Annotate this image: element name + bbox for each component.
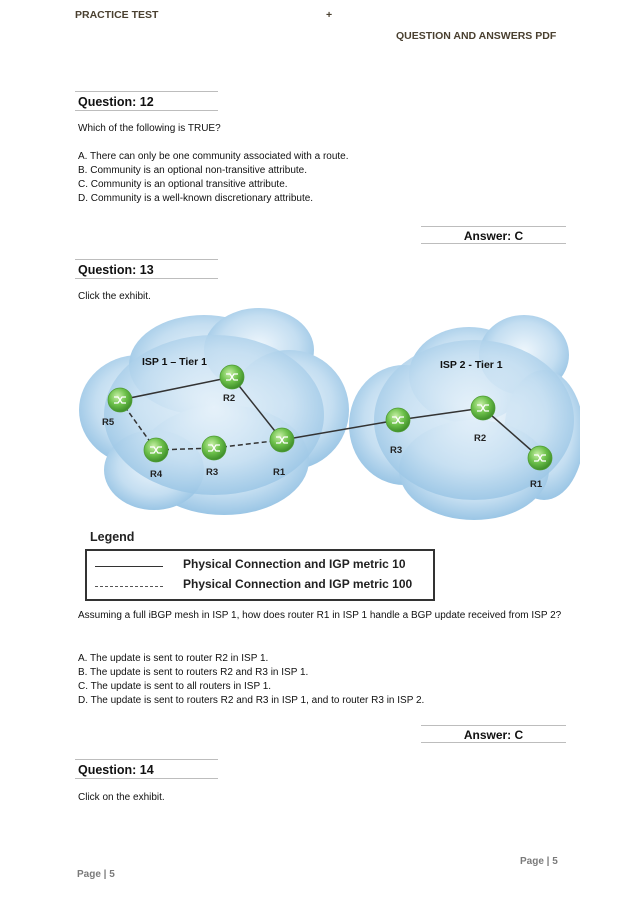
isp1-r5-label: R5 (102, 417, 115, 428)
legend-dashed-line-icon (95, 586, 163, 587)
isp1-r4-label: R4 (150, 469, 163, 480)
isp2-r1-label: R1 (530, 479, 543, 490)
isp2-label: ISP 2 - Tier 1 (440, 359, 503, 371)
question-13-answer: Answer: C (421, 725, 566, 743)
isp1-router-r3-icon (202, 436, 226, 460)
isp1-router-r2-icon (220, 365, 244, 389)
isp2-cloud (349, 315, 580, 520)
isp2-r2-label: R2 (474, 433, 487, 444)
question-12-option-b: B. Community is an optional non-transitive attribute. (78, 165, 307, 176)
isp2-r3-label: R3 (390, 445, 403, 456)
question-12-options (78, 150, 349, 206)
header-plus: + (326, 9, 333, 21)
question-12-title: Question: 12 (75, 91, 218, 111)
isp1-r1-label: R1 (273, 467, 286, 478)
legend-dashed-label: Physical Connection and IGP metric 100 (183, 577, 413, 591)
network-diagram (74, 305, 580, 525)
isp1-label: ISP 1 – Tier 1 (142, 356, 207, 368)
isp2-router-r2-icon (471, 396, 495, 420)
question-12-answer: Answer: C (421, 226, 566, 244)
footer-page-number-left: Page | 5 (77, 869, 115, 880)
question-13-title: Question: 13 (75, 259, 218, 279)
question-12-option-c: C. Community is an optional transitive attribute. (78, 179, 288, 190)
question-13-option-a: A. The update is sent to router R2 in ISP 1. (78, 653, 269, 664)
legend-title: Legend (90, 530, 135, 544)
question-14-prompt: Click on the exhibit. (78, 792, 165, 803)
legend-box (85, 549, 435, 601)
question-12-option-d: D. Community is a well-known discretionary attribute. (78, 193, 314, 204)
question-12-option-a: A. There can only be one community associated with a route. (78, 151, 349, 162)
question-13-option-b: B. The update is sent to routers R2 and R3 in ISP 1. (78, 667, 309, 678)
question-13-prompt: Click the exhibit. (78, 291, 151, 302)
isp1-router-r4-icon (144, 438, 168, 462)
question-13-option-d: D. The update is sent to routers R2 and R3 in ISP 1, and to router R3 in ISP 2. (78, 695, 425, 706)
network-exhibit (74, 305, 580, 605)
isp1-r3-label: R3 (206, 467, 219, 478)
isp2-router-r3-icon (386, 408, 410, 432)
isp1-router-r5-icon (108, 388, 132, 412)
isp1-router-r1-icon (270, 428, 294, 452)
header-question-answers: QUESTION AND ANSWERS PDF (396, 30, 557, 42)
question-12-prompt: Which of the following is TRUE? (78, 123, 221, 134)
isp1-r2-label: R2 (223, 393, 236, 404)
question-13-options (78, 652, 424, 708)
header-practice-test: PRACTICE TEST (75, 9, 159, 21)
isp2-router-r1-icon (528, 446, 552, 470)
question-13-body: Assuming a full iBGP mesh in ISP 1, how does router R1 in ISP 1 handle a BGP update received from ISP 2? (78, 610, 562, 621)
question-13-option-c: C. The update is sent to all routers in ISP 1. (78, 681, 272, 692)
legend-solid-label: Physical Connection and IGP metric 10 (183, 557, 406, 571)
legend-solid-line-icon (95, 566, 163, 567)
question-14-title: Question: 14 (75, 759, 218, 779)
footer-page-number-right: Page | 5 (520, 856, 558, 867)
